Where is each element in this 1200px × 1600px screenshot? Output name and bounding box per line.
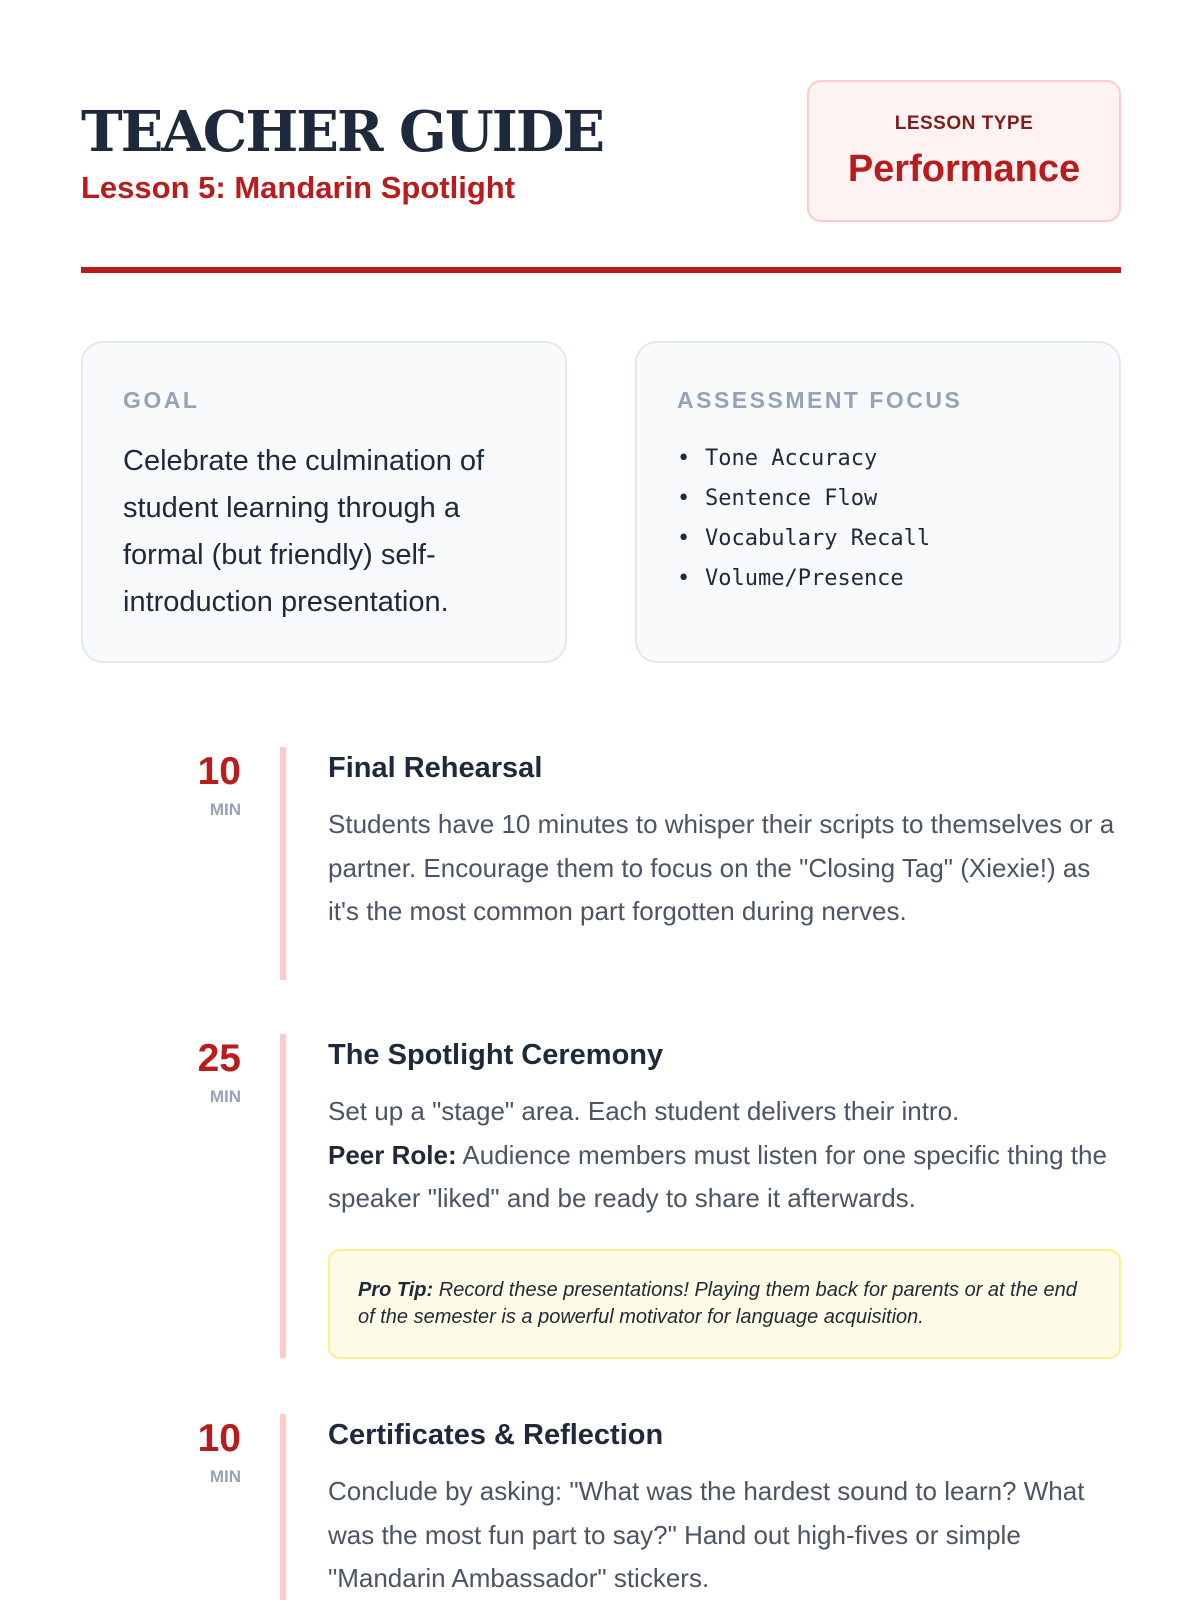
timeline-bar [280, 1034, 286, 1358]
step-text: Conclude by asking: "What was the hardest sound to learn? What was the most fun part to say?" Hand out high-fives or simple "Mandarin Ambassador" stickers. [328, 1476, 1085, 1593]
pro-tip-box [328, 1249, 1121, 1359]
bullet-icon: • [677, 486, 691, 511]
goal-card [81, 341, 567, 663]
timeline-bar [280, 747, 286, 980]
teacher-guide-page [81, 0, 1121, 1600]
step-body [328, 747, 1121, 934]
step-body [328, 1414, 1121, 1600]
step-duration [81, 1414, 241, 1487]
bullet-icon: • [677, 566, 691, 591]
peer-role-label: Peer Role: [328, 1139, 457, 1170]
bullet-icon: • [677, 526, 691, 551]
goal-label: GOAL [123, 387, 200, 413]
step-intro-text: Set up a "stage" area. Each student delivers their intro. [328, 1096, 960, 1126]
header [81, 80, 1121, 230]
step-minutes: 25 [197, 1037, 241, 1080]
goal-text: Celebrate the culmination of student learning through a formal (but friendly) self-introduction presentation. [123, 445, 485, 618]
list-item [677, 519, 930, 559]
step-body [328, 1034, 1121, 1359]
step-title: Certificates & Reflection [328, 1419, 664, 1451]
bullet-icon: • [677, 446, 691, 471]
step-minutes: 10 [197, 1417, 241, 1460]
step-minutes: 10 [197, 750, 241, 793]
lesson-subtitle: Lesson 5: Mandarin Spotlight [81, 170, 516, 205]
step-text: Students have 10 minutes to whisper their scripts to themselves or a partner. Encourage them to focus on the "Closing Tag" (Xiexie!) as it's the most common part forgotten during nerves. [328, 809, 1115, 926]
pro-tip-text: Record these presentations! Playing them back for parents or at the end of the semester is a powerful motivator for language acquisition. [358, 1278, 1077, 1328]
step-title: Final Rehearsal [328, 752, 543, 784]
assessment-item: Vocabulary Recall [705, 526, 931, 551]
assessment-item: Sentence Flow [705, 486, 878, 511]
lesson-type-label: LESSON TYPE [894, 113, 1034, 134]
pro-tip-label: Pro Tip: [358, 1278, 434, 1301]
assessment-card [635, 341, 1121, 663]
timeline-bar [280, 1414, 286, 1600]
step-unit: MIN [209, 1087, 241, 1106]
assessment-list [677, 439, 930, 599]
header-divider [81, 267, 1121, 273]
step-unit: MIN [209, 800, 241, 819]
step-duration [81, 1034, 241, 1107]
assessment-label: ASSESSMENT FOCUS [677, 387, 963, 413]
step-unit: MIN [209, 1467, 241, 1486]
list-item [677, 559, 930, 599]
peer-role-text: Audience members must listen for one specific thing the speaker "liked" and be ready to share it afterwards. [328, 1139, 1107, 1213]
lesson-type-badge [807, 80, 1121, 222]
assessment-item: Volume/Presence [705, 566, 904, 591]
page-title: TEACHER GUIDE [81, 99, 604, 165]
list-item [677, 479, 930, 519]
step-text [328, 1090, 1121, 1221]
assessment-item: Tone Accuracy [705, 446, 878, 471]
list-item [677, 439, 930, 479]
step-duration [81, 747, 241, 820]
lesson-type-value: Performance [847, 148, 1081, 190]
step-title: The Spotlight Ceremony [328, 1039, 664, 1071]
